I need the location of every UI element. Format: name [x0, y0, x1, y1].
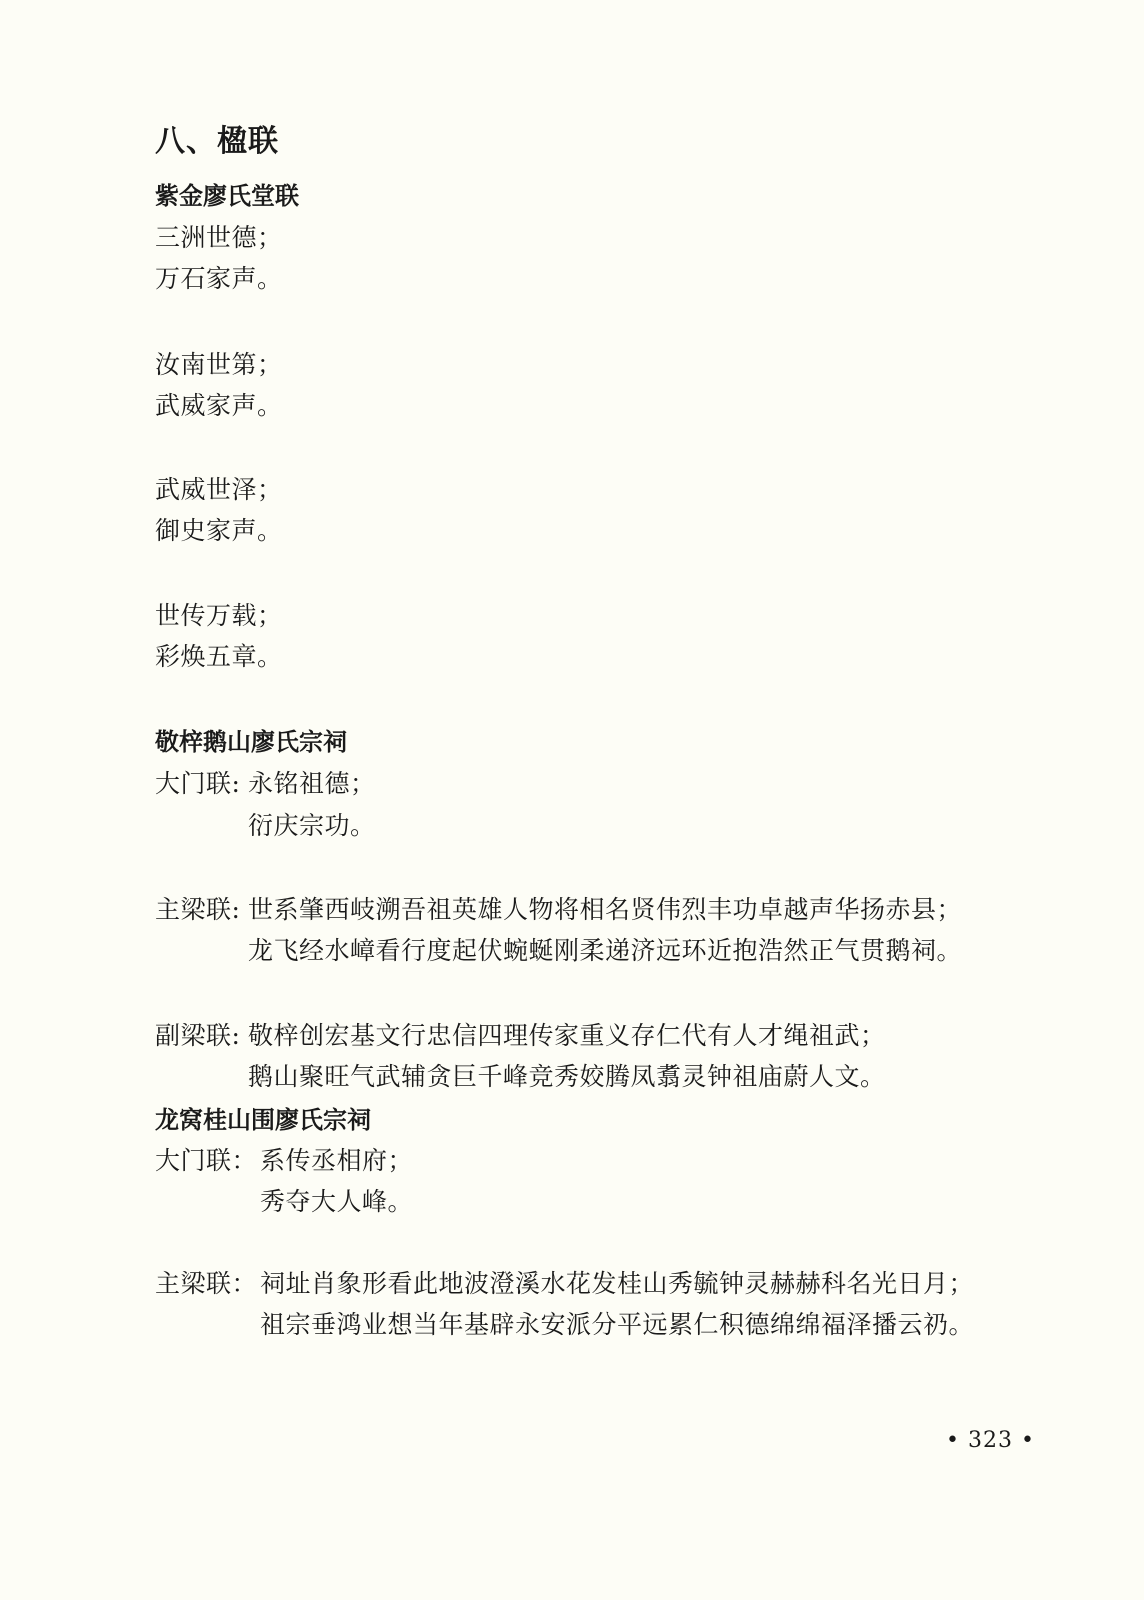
section-title: 八、楹联: [155, 124, 279, 159]
couplet-line: 世系肇西岐溯吾祖英雄人物将相名贤伟烈丰功卓越声华扬赤县；: [248, 895, 963, 924]
couplet-line: 系传丞相府；: [260, 1146, 414, 1175]
couplet-line: 万石家声。: [155, 264, 283, 293]
couplet-line: 武威世泽；: [155, 475, 283, 504]
group-heading-zijin: 紫金廖氏堂联: [155, 182, 299, 210]
page-number: • 323 •: [946, 1428, 1035, 1453]
couplet-line: 世传万载；: [155, 601, 283, 630]
group-heading-longwo: 龙窝桂山围廖氏宗祠: [155, 1106, 371, 1134]
couplet-line: 武威家声。: [155, 391, 283, 420]
group-heading-jingzi: 敬梓鹅山廖氏宗祠: [155, 728, 347, 756]
couplet-line: 三洲世德；: [155, 223, 283, 252]
couplet-label: 主梁联：: [155, 1269, 258, 1298]
couplet-line: 祠址肖象形看此地波澄溪水花发桂山秀毓钟灵赫赫科名光日月；: [260, 1269, 975, 1298]
couplet-line: 御史家声。: [155, 516, 283, 545]
couplet-line: 祖宗垂鸿业想当年基辟永安派分平远累仁积德绵绵福泽播云礽。: [260, 1310, 975, 1339]
couplet-line: 秀夺大人峰。: [260, 1187, 414, 1216]
couplet-label: 大门联:: [155, 769, 241, 798]
couplet-label: 大门联：: [155, 1146, 258, 1175]
couplet-line: 衍庆宗功。: [248, 811, 376, 840]
couplet-line: 彩焕五章。: [155, 642, 283, 671]
couplet-label: 主梁联:: [155, 895, 241, 924]
couplet-line: 汝南世第；: [155, 350, 283, 379]
couplet-line: 龙飞经水嶂看行度起伏蜿蜒刚柔递济远环近抱浩然正气贯鹅祠。: [248, 936, 963, 965]
couplet-line: 鹅山聚旺气武辅贪巨千峰竞秀姣腾凤翥灵钟祖庙蔚人文。: [248, 1062, 886, 1091]
couplet-label: 副梁联:: [155, 1021, 241, 1050]
couplet-line: 敬梓创宏基文行忠信四理传家重义存仁代有人才绳祖武；: [248, 1021, 886, 1050]
couplet-line: 永铭祖德；: [248, 769, 376, 798]
